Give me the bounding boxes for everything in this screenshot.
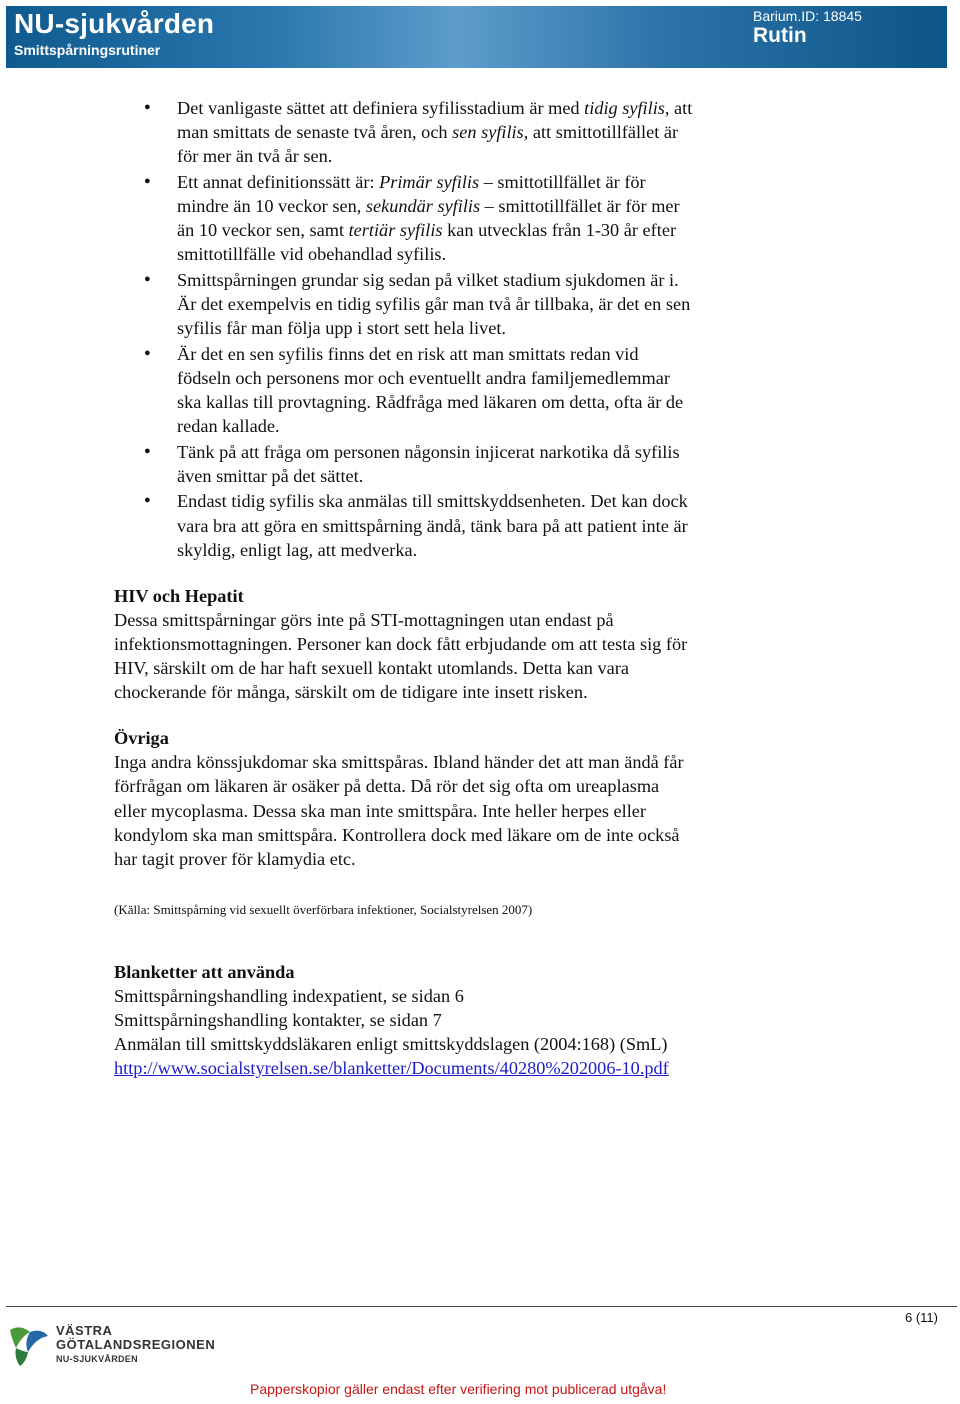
header-subtitle: Smittspårningsrutiner — [14, 42, 161, 58]
text-run: Ett annat definitionssätt är: — [177, 171, 380, 192]
bullet-icon: ● — [144, 444, 151, 457]
form-item: Smittspårningshandling kontakter, se sidan 7 — [114, 1009, 442, 1030]
logo-line-3: NU-SJUKVÅRDEN — [56, 1354, 138, 1364]
document-body — [114, 96, 694, 1080]
bullet-text — [177, 96, 694, 168]
text-run: Det vanligaste sättet att definiera syfilisstadium är med — [177, 98, 585, 118]
source-citation: (Källa: Smittspårning vid sexuellt överförbara infektioner, Socialstyrelsen 2007) — [114, 901, 533, 917]
document-header — [6, 6, 947, 68]
italic-term: sekundär syfilis — [365, 195, 481, 216]
syfilis-bullet-list — [114, 96, 694, 562]
header-title: NU-sjukvården — [14, 8, 215, 39]
bullet-text — [177, 170, 694, 266]
bullet-icon: ● — [144, 174, 151, 187]
form-item: Anmälan till smittskyddsläkaren enligt smittskyddslagen (2004:168) (SmL) — [114, 1034, 668, 1055]
vgr-logo-mark-icon — [6, 1322, 52, 1368]
text-run: Endast tidig syfilis ska anmälas till smittskyddsenheten. Det kan dock vara bra att göra en smittspårning ändå, tänk bara på att patient inte är skyldig, enligt lag, att medverka. — [177, 491, 688, 560]
italic-term: sen syfilis — [452, 122, 524, 143]
bullet-icon: ● — [144, 494, 151, 507]
bullet-item — [114, 268, 694, 340]
bullet-item — [114, 489, 694, 561]
footer-divider — [6, 1306, 957, 1307]
italic-term: Primär syfilis — [379, 171, 480, 192]
logo-line-1: VÄSTRA — [56, 1323, 113, 1338]
bullet-item — [114, 96, 694, 168]
text-run: kan utvecklas från 1-30 år efter smittotillfälle vid obehandlad syfilis. — [177, 220, 677, 265]
bullet-item — [114, 440, 694, 488]
bullet-text — [177, 342, 694, 438]
page-number: 6 (11) — [905, 1310, 938, 1325]
italic-term: tidig syfilis — [584, 98, 665, 118]
ovriga-heading: Övriga — [114, 728, 169, 749]
forms-section — [114, 960, 694, 1080]
vgr-logo — [6, 1320, 266, 1370]
text-run: – smittotillfället är för mer än 10 veckor sen, samt — [177, 195, 680, 241]
ovriga-section — [114, 726, 694, 871]
hiv-section — [114, 584, 694, 704]
italic-term: tertiär syfilis — [348, 220, 443, 241]
ovriga-text: Inga andra könssjukdomar ska smittspåras. Ibland händer det att man ändå får förfrågan om läkaren är osäker på detta. Då rör det sig ofta om ureaplasma eller mycoplasma. Dessa ska man inte smittspåra. Inte heller herpes eller kondylom ska man smittspåra. Kontrollera dock med läkare om de inte också har tagit prover för klamydia etc. — [114, 752, 684, 869]
text-run: Smittspårningen grundar sig sedan på vilket stadium sjukdomen är i. Är det exempelvis en tidig syfilis går man två år tillbaka, är det en sen syfilis får man följa upp i stort sett hela livet. — [177, 269, 691, 339]
bullet-text — [177, 489, 694, 561]
hiv-heading: HIV och Hepatit — [114, 585, 244, 606]
form-item: Smittspårningshandling indexpatient, se sidan 6 — [114, 985, 464, 1006]
header-doc-id: Barium.ID: 18845 — [753, 8, 862, 24]
bullet-icon: ● — [144, 272, 151, 285]
text-run: , att smittotillfället är för mer än två år sen. — [177, 122, 679, 167]
text-run: – smittotillfället är för mindre än 10 veckor sen, — [177, 171, 646, 216]
logo-line-2: GÖTALANDSREGIONEN — [56, 1337, 216, 1352]
forms-heading: Blanketter att använda — [114, 961, 295, 982]
bullet-text — [177, 440, 694, 488]
text-run: , att man smittats de senaste två åren, och — [177, 98, 693, 143]
bullet-item — [114, 342, 694, 438]
blankett-link[interactable]: http://www.socialstyrelsen.se/blanketter/Documents/40280%202006-10.pdf — [114, 1058, 669, 1079]
text-run: Tänk på att fråga om personen någonsin injicerat narkotika då syfilis även smittar på det sättet. — [177, 441, 680, 486]
verification-notice: Papperskopior gäller endast efter verifiering mot publicerad utgåva! — [250, 1381, 667, 1397]
bullet-icon: ● — [144, 346, 151, 359]
bullet-text — [177, 268, 694, 340]
bullet-icon: ● — [144, 101, 151, 113]
header-doc-type: Rutin — [753, 24, 807, 47]
vgr-logo-text — [56, 1324, 215, 1366]
bullet-item — [114, 170, 694, 266]
hiv-text: Dessa smittspårningar görs inte på STI-mottagningen utan endast på infektionsmottagningen. Personer kan dock fått erbjudande om att testa sig för HIV, särskilt om de har haft sexuell kontakt utomlands. Detta kan vara chockerande för många, särskilt om de tidigare inte insett risken. — [114, 609, 688, 703]
text-run: Är det en sen syfilis finns det en risk att man smittats redan vid födseln och personens mor och eventuellt andra familjemedlemmar ska kallas till provtagning. Rådfråga med läkaren om detta, ofta är de redan kallade. — [177, 343, 684, 436]
